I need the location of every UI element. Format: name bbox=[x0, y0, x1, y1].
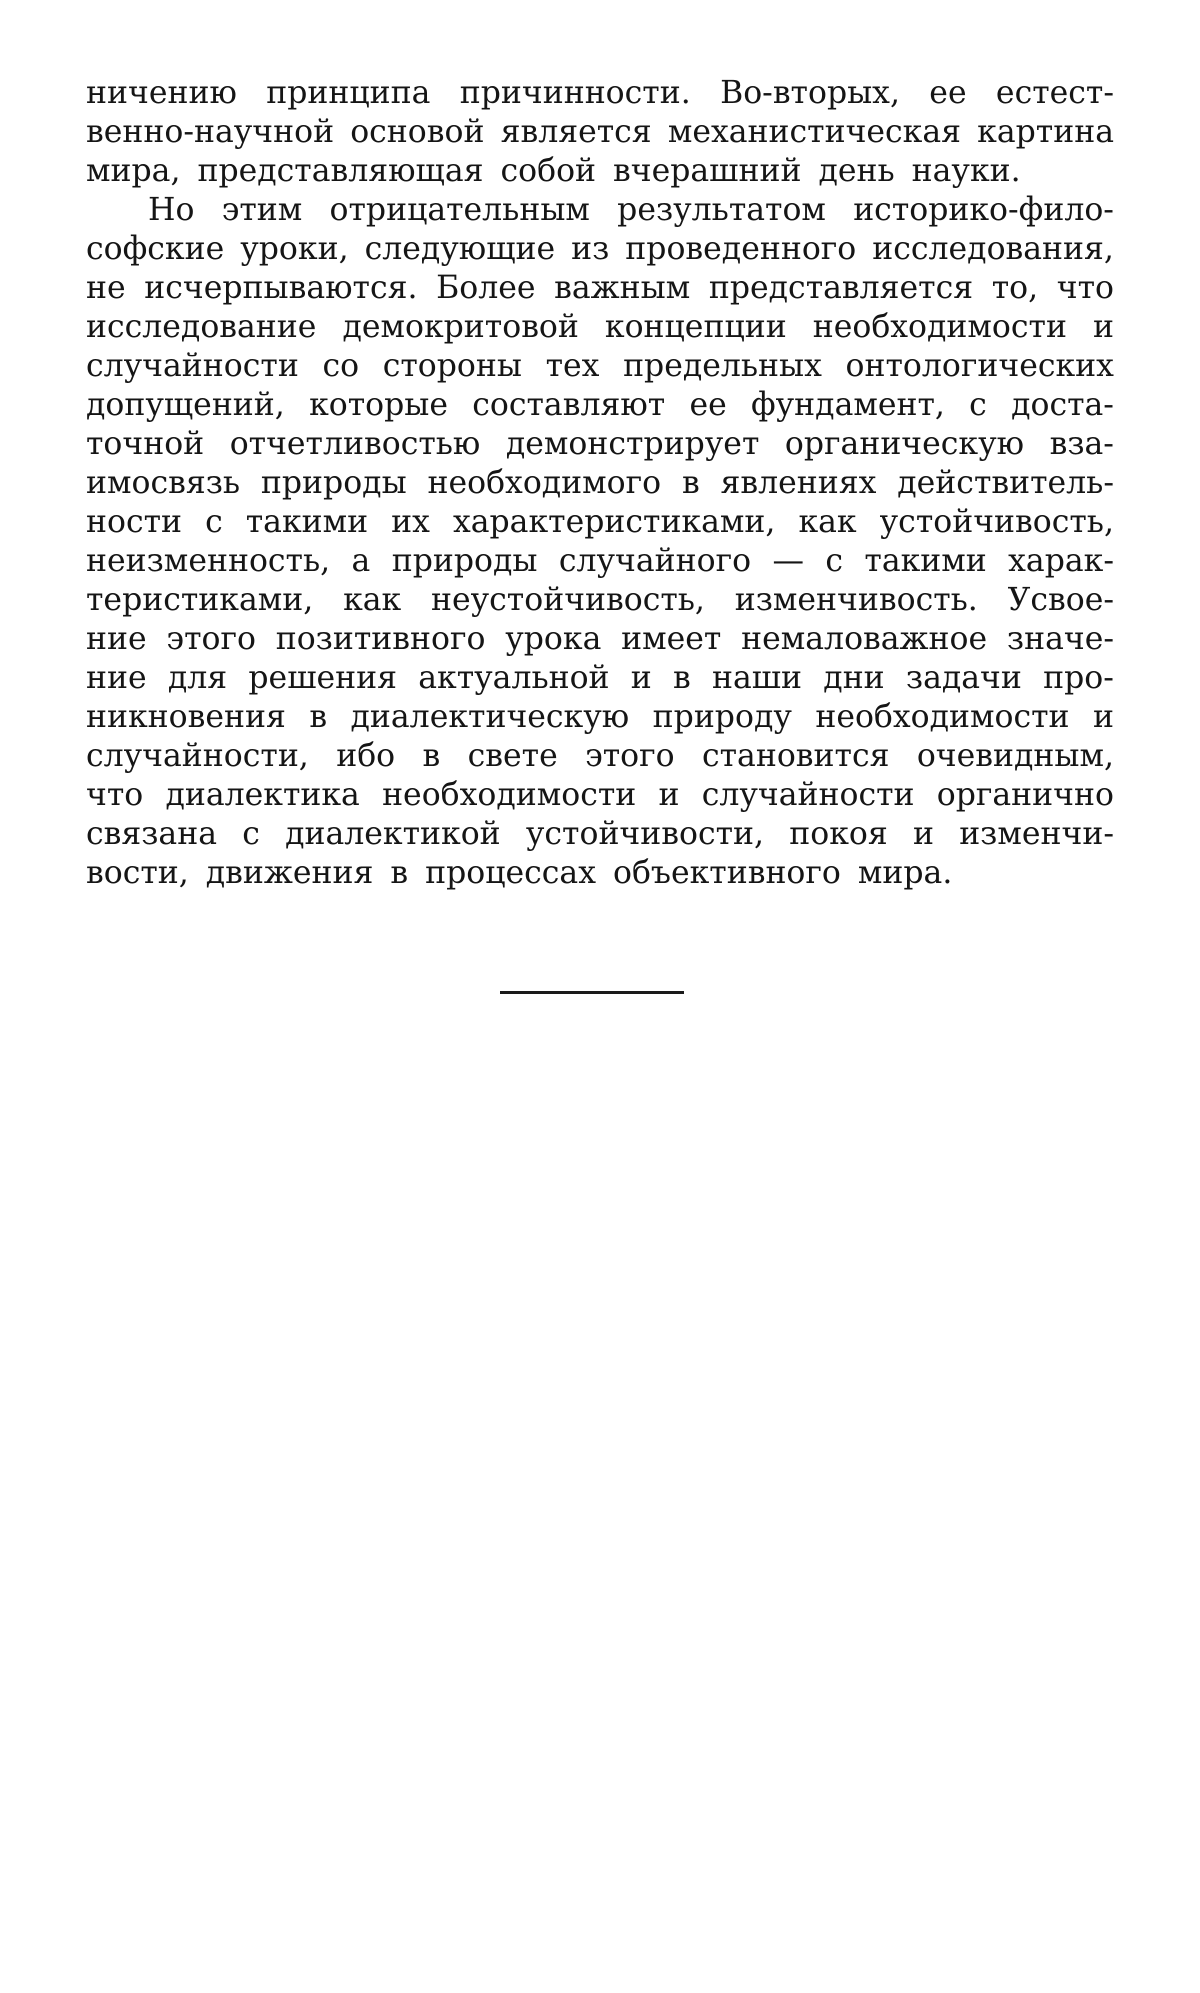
word: с bbox=[205, 504, 223, 540]
word: отрицательным bbox=[329, 192, 590, 228]
word: Более bbox=[436, 270, 536, 306]
word: следующие bbox=[364, 231, 556, 267]
word: этого bbox=[166, 621, 256, 657]
word: фундамент, bbox=[750, 387, 945, 423]
word: точной bbox=[86, 426, 205, 462]
text-line bbox=[86, 308, 1114, 347]
word: харак- bbox=[1008, 543, 1114, 579]
word: случайности bbox=[701, 777, 915, 813]
word: отчетливостью bbox=[229, 426, 481, 462]
word: как bbox=[798, 504, 857, 540]
paragraph bbox=[86, 74, 1114, 191]
word: явлениях bbox=[720, 465, 877, 501]
word: составляют bbox=[472, 387, 666, 423]
word: для bbox=[167, 660, 228, 696]
word: историко-фило- bbox=[853, 192, 1114, 228]
text-line bbox=[86, 698, 1114, 737]
word: важным bbox=[554, 270, 691, 306]
text-line bbox=[86, 737, 1114, 776]
word: мира. bbox=[857, 855, 953, 891]
word: результатом bbox=[617, 192, 826, 228]
word: случайности, bbox=[86, 738, 309, 774]
text-line bbox=[86, 503, 1114, 542]
word: софские bbox=[86, 231, 225, 267]
word: урока bbox=[505, 621, 602, 657]
word: необходимости bbox=[382, 777, 637, 813]
word: и bbox=[658, 777, 680, 813]
word: исследования, bbox=[872, 231, 1114, 267]
word: собой bbox=[500, 153, 597, 189]
word: их bbox=[391, 504, 430, 540]
word: допущений, bbox=[86, 387, 285, 423]
text-line bbox=[86, 191, 1114, 230]
text-line bbox=[86, 269, 1114, 308]
word: покоя bbox=[789, 816, 888, 852]
text-line bbox=[86, 659, 1114, 698]
word: актуальной bbox=[418, 660, 610, 696]
word: ибо bbox=[336, 738, 396, 774]
word: ние bbox=[86, 621, 147, 657]
word: немаловажное bbox=[741, 621, 988, 657]
word: из bbox=[571, 231, 610, 267]
text-line bbox=[86, 464, 1114, 503]
word: — bbox=[772, 543, 804, 579]
word: вчерашний bbox=[613, 153, 802, 189]
word: задачи bbox=[905, 660, 1022, 696]
word: концепции bbox=[604, 309, 787, 345]
word: природу bbox=[652, 699, 792, 735]
word: необходимости bbox=[812, 309, 1067, 345]
text-line bbox=[86, 425, 1114, 464]
word: значе- bbox=[1006, 621, 1114, 657]
word: доста- bbox=[1011, 387, 1114, 423]
text-line bbox=[86, 74, 1114, 113]
word: процессах bbox=[425, 855, 596, 891]
text-line bbox=[86, 542, 1114, 581]
word: и bbox=[1093, 699, 1114, 735]
word: стороны bbox=[382, 348, 522, 384]
word: диалектикой bbox=[285, 816, 501, 852]
word: случайного bbox=[558, 543, 752, 579]
text-line bbox=[86, 230, 1114, 269]
word: имеет bbox=[621, 621, 722, 657]
word: как bbox=[343, 582, 402, 618]
word: а bbox=[351, 543, 371, 579]
word: в bbox=[673, 660, 691, 696]
word: что bbox=[86, 777, 144, 813]
word: свете bbox=[467, 738, 558, 774]
word: неизменность, bbox=[86, 543, 331, 579]
word: и bbox=[630, 660, 652, 696]
word: естест- bbox=[995, 75, 1114, 111]
word: природы bbox=[260, 465, 407, 501]
word: вза- bbox=[1049, 426, 1114, 462]
word: со bbox=[322, 348, 360, 384]
word: природы bbox=[391, 543, 538, 579]
word: предельных bbox=[623, 348, 822, 384]
word: действитель- bbox=[897, 465, 1114, 501]
word: мира, bbox=[86, 153, 181, 189]
word: движения bbox=[205, 855, 374, 891]
word: день bbox=[818, 153, 895, 189]
word: причинности. bbox=[459, 75, 691, 111]
word: решения bbox=[248, 660, 397, 696]
word: исчерпываются. bbox=[144, 270, 418, 306]
word: случайности bbox=[86, 348, 299, 384]
word: органично bbox=[936, 777, 1114, 813]
word: венно-научной bbox=[86, 114, 335, 150]
word: с bbox=[825, 543, 843, 579]
word: основой bbox=[350, 114, 485, 150]
word: вости, bbox=[86, 855, 189, 891]
word: демокритовой bbox=[342, 309, 579, 345]
word: картина bbox=[977, 114, 1114, 150]
word: диалектическую bbox=[350, 699, 630, 735]
word: этого bbox=[585, 738, 675, 774]
word: такими bbox=[864, 543, 987, 579]
word: изменчи- bbox=[959, 816, 1114, 852]
word: ничению bbox=[86, 75, 237, 111]
text-line bbox=[86, 113, 1114, 152]
word: этим bbox=[221, 192, 303, 228]
word: ее bbox=[929, 75, 967, 111]
word: имосвязь bbox=[86, 465, 241, 501]
word: исследование bbox=[86, 309, 317, 345]
word: неустойчивость, bbox=[431, 582, 705, 618]
word: является bbox=[500, 114, 652, 150]
text-line bbox=[86, 347, 1114, 386]
word: дни bbox=[823, 660, 885, 696]
word: в bbox=[390, 855, 409, 891]
text-line bbox=[86, 854, 1114, 893]
word: в bbox=[309, 699, 328, 735]
word: с bbox=[969, 387, 987, 423]
word: принципа bbox=[266, 75, 431, 111]
word: и bbox=[1092, 309, 1114, 345]
word: в bbox=[422, 738, 441, 774]
word: устойчивости, bbox=[525, 816, 765, 852]
word: устойчивость, bbox=[879, 504, 1114, 540]
word: ее bbox=[689, 387, 727, 423]
word: ности bbox=[86, 504, 183, 540]
word: органическую bbox=[784, 426, 1025, 462]
word: которые bbox=[309, 387, 448, 423]
word: что bbox=[1056, 270, 1114, 306]
word: изменчивость. bbox=[734, 582, 978, 618]
word: с bbox=[242, 816, 260, 852]
word: Но bbox=[148, 192, 195, 228]
word: демонстрирует bbox=[505, 426, 760, 462]
word: и bbox=[912, 816, 934, 852]
word: наши bbox=[712, 660, 803, 696]
text-line bbox=[86, 620, 1114, 659]
word: никновения bbox=[86, 699, 286, 735]
word: науки. bbox=[911, 153, 1021, 189]
section-divider bbox=[500, 991, 684, 994]
word: в bbox=[681, 465, 700, 501]
word: онтологических bbox=[845, 348, 1114, 384]
word: механистическая bbox=[667, 114, 962, 150]
word: очевидным, bbox=[916, 738, 1114, 774]
paragraph bbox=[86, 191, 1114, 893]
text-line bbox=[86, 581, 1114, 620]
text-line bbox=[86, 152, 1114, 191]
word: характеристиками, bbox=[452, 504, 776, 540]
text-line bbox=[86, 815, 1114, 854]
word: диалектика bbox=[165, 777, 360, 813]
word: Усвое- bbox=[1007, 582, 1114, 618]
word: теристиками, bbox=[86, 582, 314, 618]
word: Во-вторых, bbox=[720, 75, 900, 111]
word: уроки, bbox=[240, 231, 349, 267]
word: тех bbox=[545, 348, 600, 384]
text-line bbox=[86, 776, 1114, 815]
word: связана bbox=[86, 816, 217, 852]
word: представляется bbox=[708, 270, 974, 306]
body-text bbox=[86, 74, 1114, 893]
text-line bbox=[86, 386, 1114, 425]
word: становится bbox=[701, 738, 890, 774]
word: проведенного bbox=[625, 231, 857, 267]
word: объективного bbox=[612, 855, 841, 891]
word: ние bbox=[86, 660, 147, 696]
word: про- bbox=[1043, 660, 1114, 696]
word: необходимого bbox=[427, 465, 662, 501]
word: представляющая bbox=[197, 153, 484, 189]
word: такими bbox=[245, 504, 369, 540]
word: необходимости bbox=[815, 699, 1070, 735]
word: не bbox=[86, 270, 126, 306]
word: то, bbox=[991, 270, 1039, 306]
word: позитивного bbox=[275, 621, 486, 657]
